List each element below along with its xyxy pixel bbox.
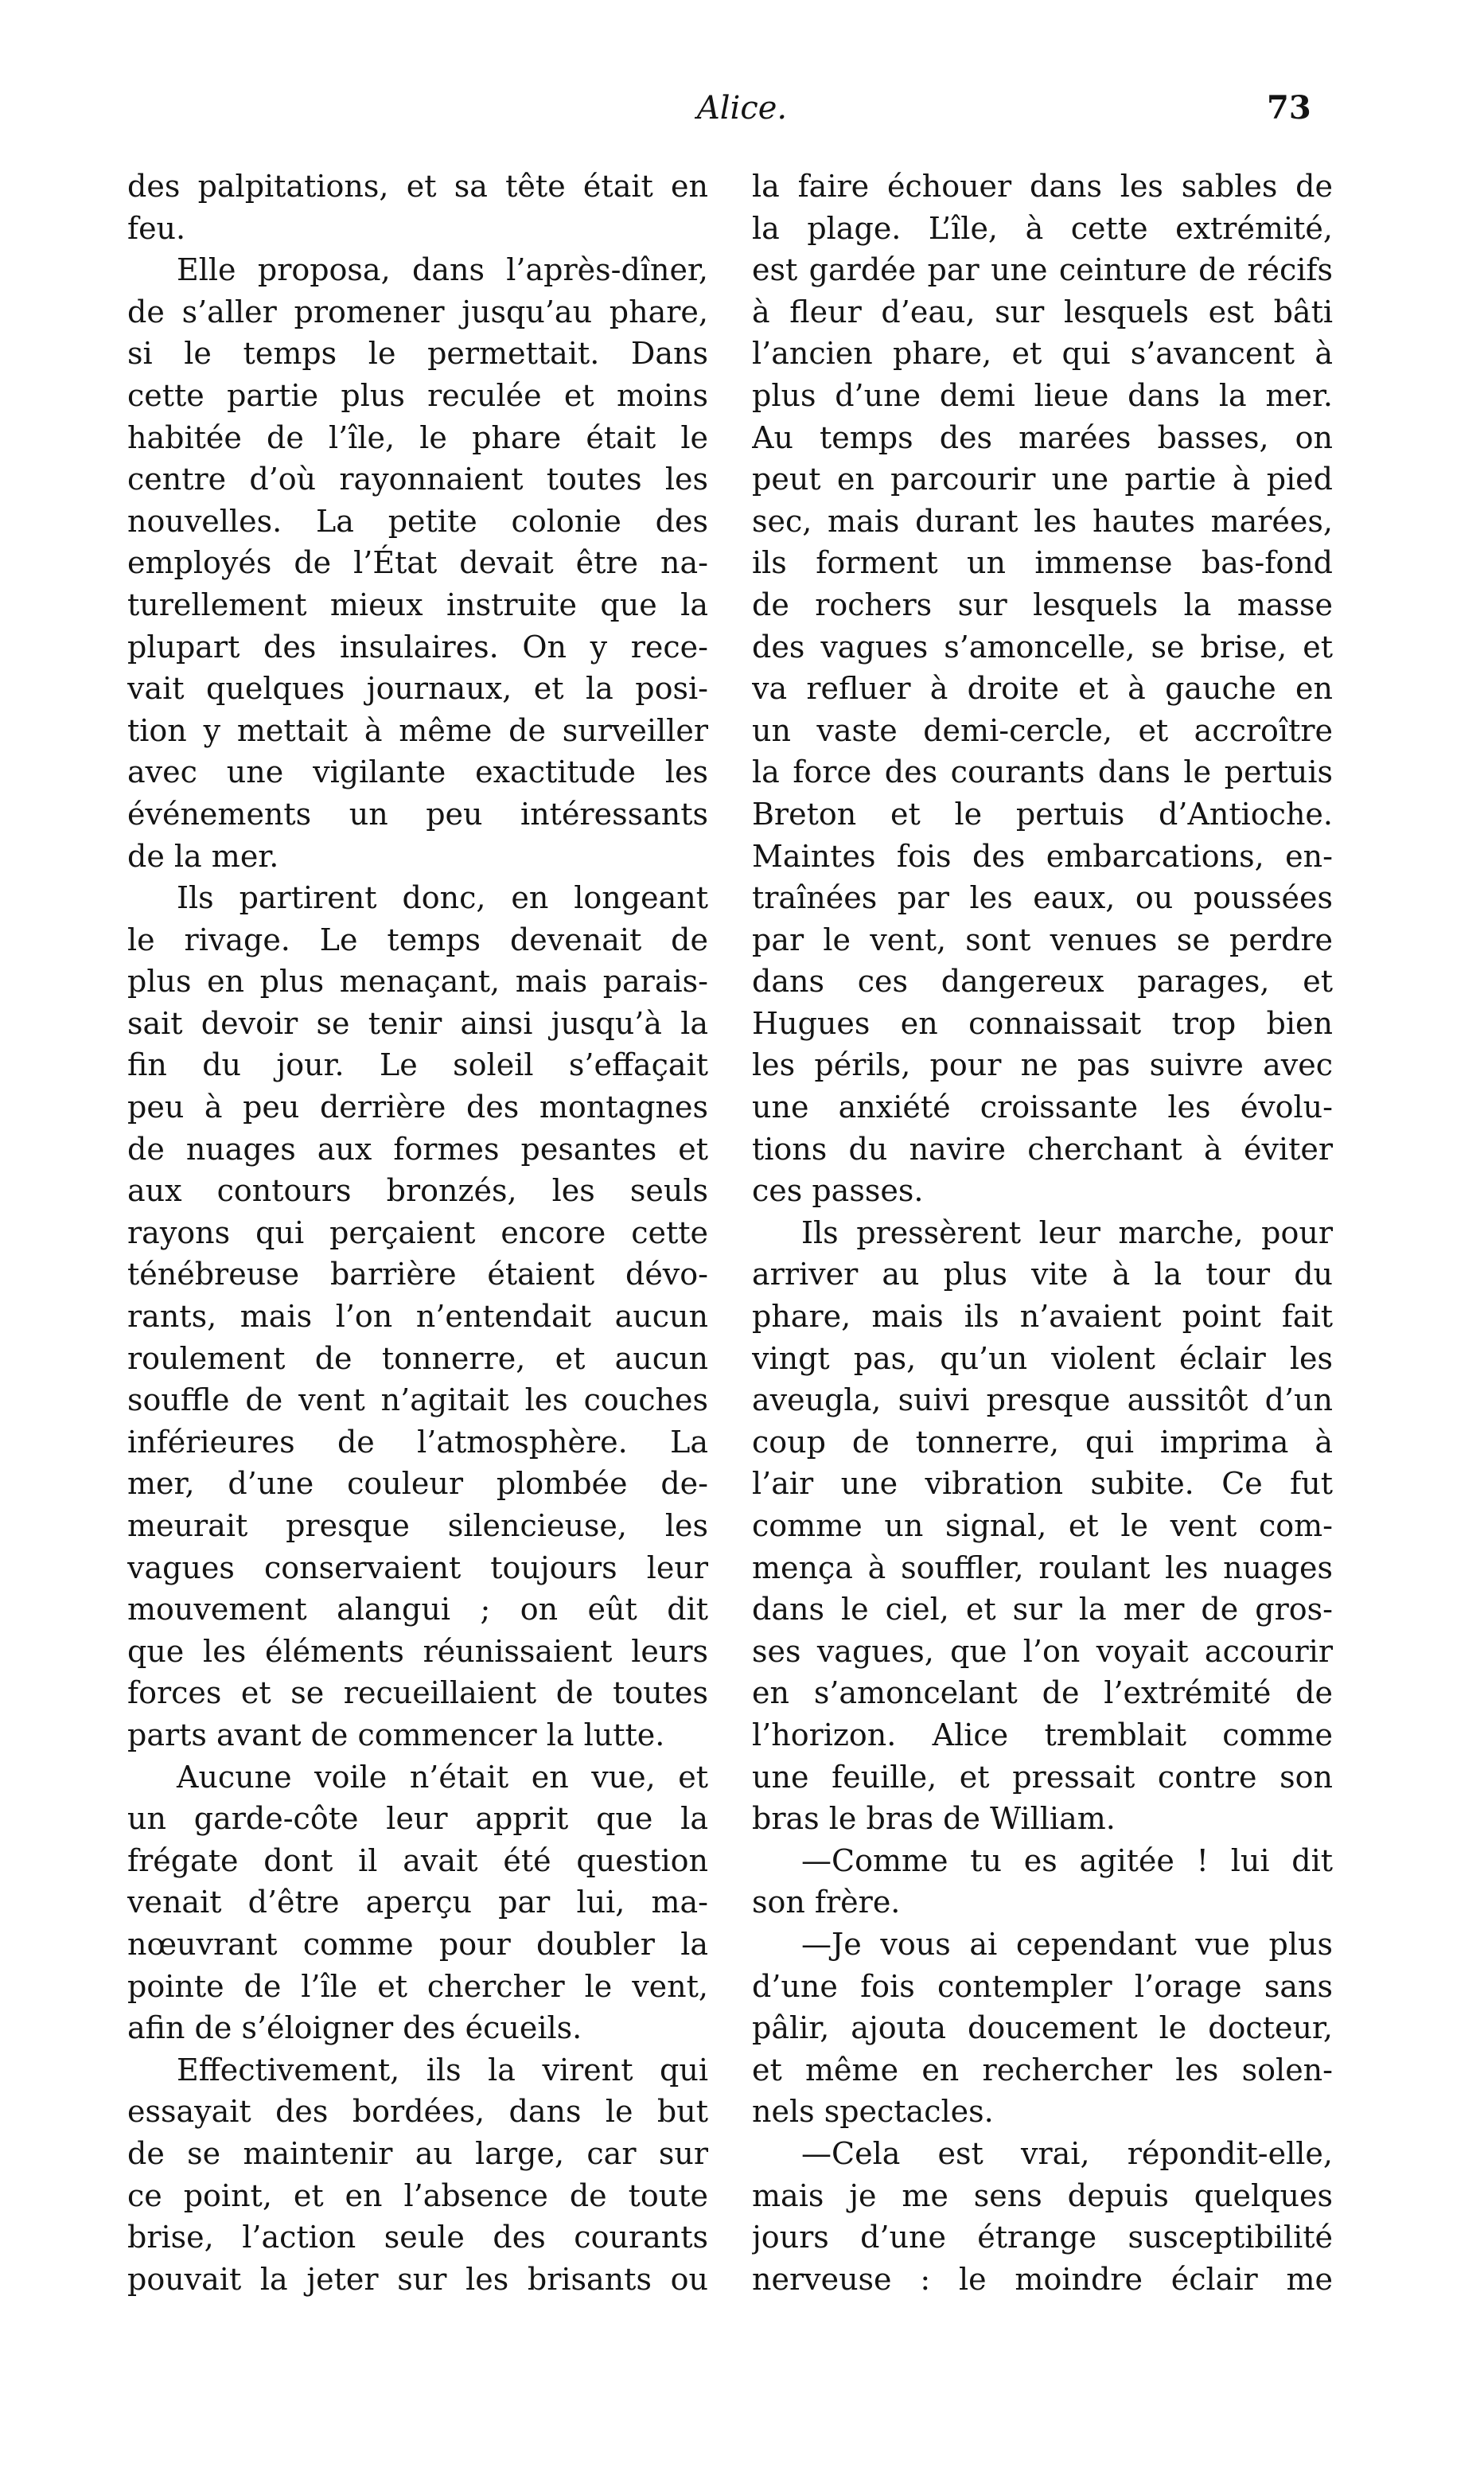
text-line: peut en parcourir une partie à pied bbox=[752, 462, 1333, 497]
text-line: essayait des bordées, dans le but bbox=[127, 2094, 708, 2130]
text-line: ces passes. bbox=[752, 1173, 924, 1209]
text-line: nœuvrant comme pour doubler la bbox=[127, 1926, 708, 1962]
text-line: la faire échouer dans les sables de bbox=[752, 169, 1333, 204]
text-line: cette partie plus reculée et moins bbox=[127, 377, 708, 413]
text-line: que les éléments réunissaient leurs bbox=[127, 1633, 708, 1669]
text-line: tion y mettait à même de surveiller bbox=[127, 712, 708, 748]
text-line: plupart des insulaires. On y rece- bbox=[127, 629, 708, 665]
text-line: nerveuse : le moindre éclair me bbox=[752, 2261, 1333, 2297]
text-line: un vaste demi-cercle, et accroître bbox=[752, 712, 1333, 748]
left-text-column bbox=[127, 166, 708, 2300]
text-line: —Je vous ai cependant vue plus bbox=[801, 1926, 1333, 1962]
text-line: vingt pas, qu’un violent éclair les bbox=[752, 1340, 1333, 1376]
text-line: les périls, pour ne pas suivre avec bbox=[752, 1047, 1333, 1083]
text-line: nels spectacles. bbox=[752, 2094, 994, 2130]
right-text-column bbox=[752, 166, 1333, 2300]
text-line: ce point, et en l’absence de toute bbox=[127, 2177, 708, 2213]
text-line: une feuille, et pressait contre son bbox=[752, 1759, 1333, 1795]
text-line: Ils partirent donc, en longeant bbox=[177, 880, 708, 916]
text-line: son frère. bbox=[752, 1885, 901, 1920]
text-line: d’une fois contempler l’orage sans bbox=[752, 1968, 1333, 2004]
text-line: pâlir, ajouta doucement le docteur, bbox=[752, 2010, 1333, 2046]
text-line: Au temps des marées basses, on bbox=[752, 419, 1333, 455]
text-line: de s’aller promener jusqu’au phare, bbox=[127, 294, 708, 329]
text-line: traînées par les eaux, ou poussées bbox=[752, 880, 1333, 916]
text-line: de se maintenir au large, car sur bbox=[127, 2135, 708, 2171]
text-line: plus d’une demi lieue dans la mer. bbox=[752, 377, 1333, 413]
text-line: mouvement alangui ; on eût dit bbox=[127, 1592, 708, 1628]
text-line: sait devoir se tenir ainsi jusqu’à la bbox=[127, 1005, 708, 1041]
text-line: mer, d’une couleur plombée de- bbox=[127, 1466, 708, 1502]
text-line: comme un signal, et le vent com- bbox=[752, 1508, 1333, 1543]
text-line: nouvelles. La petite colonie des bbox=[127, 503, 708, 539]
text-line: Aucune voile n’était en vue, et bbox=[177, 1759, 708, 1795]
text-line: de la mer. bbox=[127, 838, 279, 874]
text-line: jours d’une étrange susceptibilité bbox=[752, 2220, 1333, 2255]
text-line: la force des courants dans le pertuis bbox=[752, 754, 1333, 790]
text-line: rayons qui perçaient encore cette bbox=[127, 1214, 708, 1250]
text-line: l’horizon. Alice tremblait comme bbox=[752, 1717, 1333, 1752]
text-line: des palpitations, et sa tête était en bbox=[127, 169, 708, 204]
text-line: feu. bbox=[127, 210, 186, 246]
text-line: l’air une vibration subite. Ce fut bbox=[752, 1466, 1333, 1502]
text-line: événements un peu intéressants bbox=[127, 796, 708, 832]
text-line: peu à peu derrière des montagnes bbox=[127, 1090, 708, 1125]
text-line: de rochers sur lesquels la masse bbox=[752, 587, 1333, 622]
text-line: va refluer à droite et à gauche en bbox=[752, 671, 1333, 707]
text-line: vagues conservaient toujours leur bbox=[127, 1550, 708, 1585]
text-line: le rivage. Le temps devenait de bbox=[127, 922, 708, 957]
text-line: venait d’être aperçu par lui, ma- bbox=[127, 1885, 708, 1920]
text-line: plus en plus menaçant, mais parais- bbox=[127, 964, 708, 1000]
text-line: —Cela est vrai, répondit-elle, bbox=[801, 2135, 1333, 2171]
text-line: de nuages aux formes pesantes et bbox=[127, 1131, 708, 1167]
text-line: si le temps le permettait. Dans bbox=[127, 336, 708, 372]
text-line: Elle proposa, dans l’après-dîner, bbox=[177, 252, 708, 288]
text-line: une anxiété croissante les évolu- bbox=[752, 1090, 1333, 1125]
text-line: aveugla, suivi presque aussitôt d’un bbox=[752, 1382, 1333, 1418]
text-line: employés de l’État devait être na- bbox=[127, 545, 708, 581]
text-line: à fleur d’eau, sur lesquels est bâti bbox=[752, 294, 1333, 329]
text-line: vait quelques journaux, et la posi- bbox=[127, 671, 708, 707]
text-line: habitée de l’île, le phare était le bbox=[127, 419, 708, 455]
text-line: turellement mieux instruite que la bbox=[127, 587, 708, 622]
text-line: afin de s’éloigner des écueils. bbox=[127, 2010, 582, 2046]
text-line: et même en rechercher les solen- bbox=[752, 2052, 1333, 2088]
text-line: bras le bras de William. bbox=[752, 1801, 1116, 1837]
text-line: dans le ciel, et sur la mer de gros- bbox=[752, 1592, 1333, 1628]
text-line: ils forment un immense bas-fond bbox=[752, 545, 1333, 581]
text-line: rants, mais l’on n’entendait aucun bbox=[127, 1299, 708, 1335]
text-line: Hugues en connaissait trop bien bbox=[752, 1005, 1333, 1041]
text-line: pouvait la jeter sur les brisants ou bbox=[127, 2261, 708, 2297]
text-line: Ils pressèrent leur marche, pour bbox=[801, 1214, 1333, 1250]
text-line: avec une vigilante exactitude les bbox=[127, 754, 708, 790]
text-line: centre d’où rayonnaient toutes les bbox=[127, 462, 708, 497]
text-line: frégate dont il avait été question bbox=[127, 1842, 708, 1878]
text-line: aux contours bronzés, les seuls bbox=[127, 1173, 708, 1209]
text-line: ses vagues, que l’on voyait accourir bbox=[752, 1633, 1333, 1669]
running-header-title: Alice. bbox=[696, 90, 788, 127]
text-line: coup de tonnerre, qui imprima à bbox=[752, 1424, 1333, 1460]
text-line: la plage. L’île, à cette extrémité, bbox=[752, 210, 1333, 246]
text-line: souffle de vent n’agitait les couches bbox=[127, 1382, 708, 1418]
text-line: Breton et le pertuis d’Antioche. bbox=[752, 796, 1333, 832]
text-line: un garde-côte leur apprit que la bbox=[127, 1801, 708, 1837]
text-line: meurait presque silencieuse, les bbox=[127, 1508, 708, 1543]
text-line: arriver au plus vite à la tour du bbox=[752, 1257, 1333, 1292]
text-line: mença à souffler, roulant les nuages bbox=[752, 1550, 1333, 1585]
text-line: sec, mais durant les hautes marées, bbox=[752, 503, 1333, 539]
text-line: pointe de l’île et chercher le vent, bbox=[127, 1968, 708, 2004]
text-line: brise, l’action seule des courants bbox=[127, 2220, 708, 2255]
text-line: est gardée par une ceinture de récifs bbox=[752, 252, 1333, 288]
text-line: ténébreuse barrière étaient dévo- bbox=[127, 1257, 708, 1292]
text-line: forces et se recueillaient de toutes bbox=[127, 1675, 708, 1711]
text-line: parts avant de commencer la lutte. bbox=[127, 1717, 665, 1752]
text-line: phare, mais ils n’avaient point fait bbox=[752, 1299, 1333, 1335]
text-line: roulement de tonnerre, et aucun bbox=[127, 1340, 708, 1376]
text-line: l’ancien phare, et qui s’avancent à bbox=[752, 336, 1333, 372]
text-line: Effectivement, ils la virent qui bbox=[177, 2052, 708, 2088]
text-line: Maintes fois des embarcations, en- bbox=[752, 838, 1333, 874]
text-line: par le vent, sont venues se perdre bbox=[752, 922, 1333, 957]
text-line: en s’amoncelant de l’extrémité de bbox=[752, 1675, 1333, 1711]
text-line: mais je me sens depuis quelques bbox=[752, 2177, 1333, 2213]
text-line: —Comme tu es agitée ! lui dit bbox=[801, 1842, 1333, 1878]
text-line: des vagues s’amoncelle, se brise, et bbox=[752, 629, 1333, 665]
text-line: fin du jour. Le soleil s’effaçait bbox=[127, 1047, 708, 1083]
text-line: tions du navire cherchant à éviter bbox=[752, 1131, 1333, 1167]
text-line: inférieures de l’atmosphère. La bbox=[127, 1424, 708, 1460]
page-number: 73 bbox=[1267, 89, 1311, 127]
text-line: dans ces dangereux parages, et bbox=[752, 964, 1333, 1000]
